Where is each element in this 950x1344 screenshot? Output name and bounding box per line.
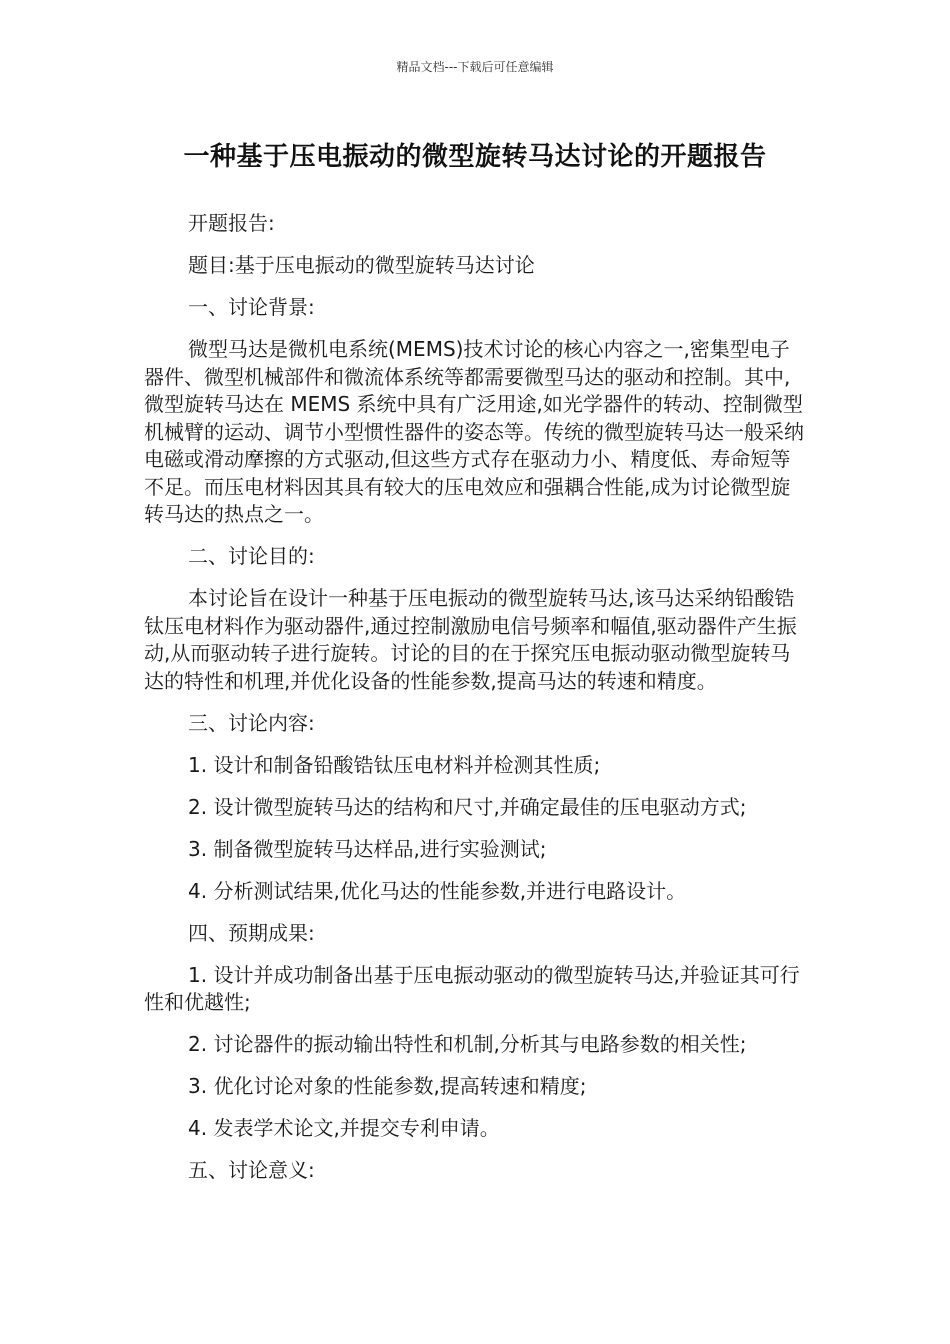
- list-item: 2. 设计微型旋转马达的结构和尺寸,并确定最佳的压电驱动方式;: [188, 794, 747, 819]
- list-item: 4. 分析测试结果,优化马达的性能参数,并进行电路设计。: [188, 878, 687, 903]
- list-item: 1. 设计和制备铅酸锆钛压电材料并检测其性质;: [188, 752, 601, 777]
- section-heading-background: 一、讨论背景:: [188, 295, 315, 319]
- document-title: 一种基于压电振动的微型旋转马达讨论的开题报告: [183, 142, 767, 172]
- paragraph-topic: 题目:基于压电振动的微型旋转马达讨论: [188, 253, 535, 277]
- section-heading-purpose: 二、讨论目的:: [188, 544, 315, 568]
- list-item: 3. 制备微型旋转马达样品,进行实验测试;: [188, 836, 547, 861]
- section-heading-expected-results: 四、预期成果:: [188, 920, 315, 945]
- paragraph-background: 微型马达是微机电系统(MEMS)技术讨论的核心内容之一,密集型电子器件、微型机械部件和微流体系统等都需要微型马达的驱动和控制。其中,微型旋转马达在 MEMS 系统中具有广泛用途,如光学器件的转动、控制微型机械臂的运动、调节小型惯性器件的姿态等。传统的微型旋转马达一般采纳电磁或滑动摩擦的方式驱动,但这些方式存在驱动力小、精度低、寿命短等不足。而压电材料因其具有较大的压电效应和强耦合性能,成为讨论微型旋转马达的热点之一。: [144, 337, 804, 526]
- list-item: 4. 发表学术论文,并提交专利申请。: [188, 1116, 500, 1140]
- list-item: 2. 讨论器件的振动输出特性和机制,分析其与电路参数的相关性;: [188, 1032, 747, 1056]
- section-heading-content: 三、讨论内容:: [188, 710, 315, 735]
- section-heading-significance: 五、讨论意义:: [188, 1158, 315, 1182]
- header-note: 精品文档---下载后可任意编辑: [396, 60, 554, 74]
- paragraph-purpose: 本讨论旨在设计一种基于压电振动的微型旋转马达,该马达采纳铅酸锆钛压电材料作为驱动器件,通过控制激励电信号频率和幅值,驱动器件产生振动,从而驱动转子进行旋转。讨论的目的在于探究压电振动驱动微型旋转马达的特性和机理,并优化设备的性能参数,提高马达的转速和精度。: [144, 586, 797, 693]
- document-body: [144, 210, 806, 1199]
- list-item: 3. 优化讨论对象的性能参数,提高转速和精度;: [188, 1074, 587, 1098]
- paragraph-report-label: 开题报告:: [188, 211, 275, 235]
- list-item: 1. 设计并成功制备出基于压电振动驱动的微型旋转马达,并验证其可行性和优越性;: [144, 962, 800, 1014]
